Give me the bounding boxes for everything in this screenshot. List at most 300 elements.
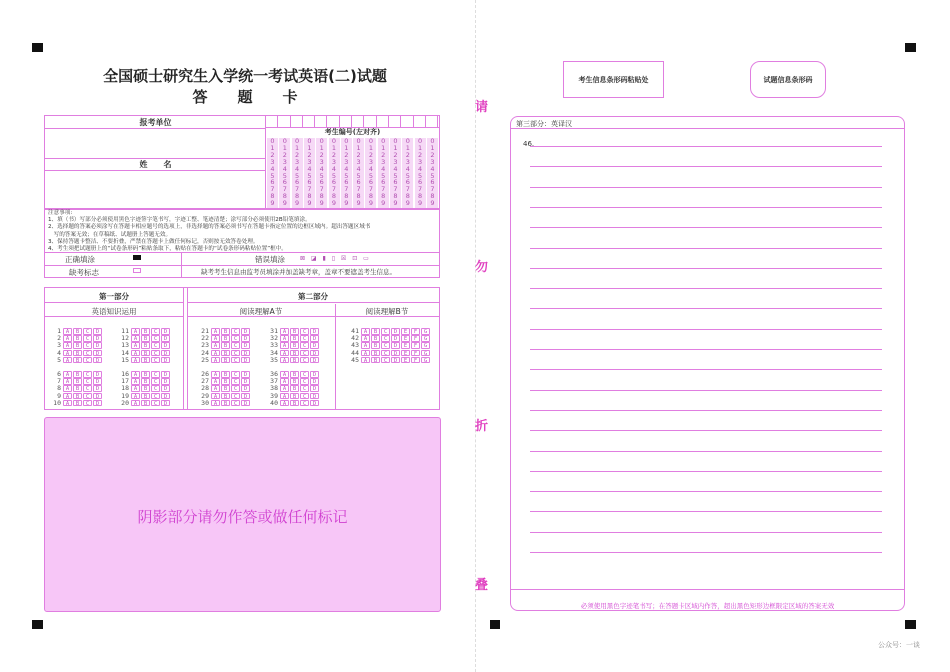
answer-bubble[interactable]: C: [83, 400, 92, 407]
answer-bubble[interactable]: C: [231, 357, 240, 364]
answer-bubble[interactable]: D: [93, 371, 102, 378]
digit-bubble[interactable]: 7: [405, 185, 410, 194]
answer-bubble[interactable]: A: [211, 385, 220, 392]
answer-bubble[interactable]: B: [141, 393, 150, 400]
digit-bubble[interactable]: 0: [282, 137, 287, 145]
digit-bubble[interactable]: 4: [356, 164, 361, 173]
answer-bubble[interactable]: C: [151, 328, 160, 335]
answer-bubble[interactable]: A: [131, 371, 140, 378]
digit-bubble[interactable]: 2: [319, 150, 324, 159]
exam-number-write-cell[interactable]: [266, 116, 278, 128]
answer-bubble[interactable]: B: [141, 385, 150, 392]
answer-bubble[interactable]: D: [391, 328, 400, 335]
digit-bubble[interactable]: 4: [282, 164, 287, 173]
digit-bubble[interactable]: 6: [331, 178, 337, 187]
digit-bubble[interactable]: 4: [344, 164, 349, 173]
exam-number-digit-column[interactable]: [292, 138, 304, 208]
digit-bubble[interactable]: 5: [405, 171, 410, 180]
exam-number-write-cell[interactable]: [291, 116, 303, 128]
digit-bubble[interactable]: 2: [344, 150, 349, 159]
exam-number-digit-column[interactable]: [365, 138, 377, 208]
digit-bubble[interactable]: 2: [393, 150, 398, 159]
exam-number-write-cell[interactable]: [364, 116, 376, 128]
digit-bubble[interactable]: 3: [282, 157, 287, 166]
answer-bubble[interactable]: B: [290, 342, 299, 349]
exam-number-write-cell[interactable]: [352, 116, 364, 128]
digit-bubble[interactable]: 8: [381, 192, 386, 201]
digit-bubble[interactable]: 3: [381, 157, 386, 166]
answer-bubble[interactable]: A: [211, 357, 220, 364]
answer-bubble[interactable]: A: [131, 350, 140, 357]
digit-bubble[interactable]: 5: [282, 171, 287, 180]
digit-bubble[interactable]: 6: [368, 178, 373, 187]
answer-bubble[interactable]: C: [300, 371, 309, 378]
answer-bubble[interactable]: D: [310, 350, 319, 357]
digit-bubble[interactable]: 0: [405, 137, 410, 145]
answer-bubble[interactable]: A: [131, 335, 140, 342]
answer-bubble[interactable]: C: [83, 371, 92, 378]
answer-bubble[interactable]: B: [221, 385, 230, 392]
exam-number-digit-column[interactable]: [353, 138, 365, 208]
digit-bubble[interactable]: 8: [393, 192, 398, 201]
digit-bubble[interactable]: 5: [356, 171, 361, 180]
exam-number-write-cell[interactable]: [278, 116, 290, 128]
answer-bubble[interactable]: F: [411, 342, 420, 349]
digit-bubble[interactable]: 0: [331, 137, 337, 145]
answer-bubble[interactable]: D: [161, 378, 170, 385]
answer-bubble[interactable]: C: [231, 400, 240, 407]
answer-bubble[interactable]: D: [241, 400, 250, 407]
answer-bubble[interactable]: C: [151, 335, 160, 342]
digit-bubble[interactable]: 5: [418, 171, 423, 180]
answer-bubble[interactable]: C: [231, 393, 240, 400]
digit-bubble[interactable]: 3: [295, 157, 300, 166]
answer-bubble[interactable]: G: [421, 342, 430, 349]
answer-bubble[interactable]: D: [241, 378, 250, 385]
answer-bubble[interactable]: A: [131, 378, 140, 385]
answer-bubble[interactable]: B: [290, 350, 299, 357]
digit-bubble[interactable]: 7: [356, 185, 361, 194]
answer-bubble[interactable]: D: [391, 335, 400, 342]
answer-bubble[interactable]: D: [161, 342, 170, 349]
answer-bubble[interactable]: B: [73, 393, 82, 400]
digit-bubble[interactable]: 3: [344, 157, 349, 166]
answer-bubble[interactable]: B: [221, 342, 230, 349]
answer-bubble[interactable]: G: [421, 328, 430, 335]
digit-bubble[interactable]: 9: [295, 199, 300, 208]
answer-bubble[interactable]: A: [361, 350, 370, 357]
answer-bubble[interactable]: D: [241, 335, 250, 342]
digit-bubble[interactable]: 1: [430, 143, 435, 152]
answer-bubble[interactable]: D: [93, 342, 102, 349]
exam-number-digit-column[interactable]: [341, 138, 353, 208]
digit-bubble[interactable]: 5: [295, 171, 300, 180]
answer-bubble[interactable]: D: [161, 350, 170, 357]
answer-bubble[interactable]: A: [131, 393, 140, 400]
digit-bubble[interactable]: 6: [282, 178, 287, 187]
digit-bubble[interactable]: 1: [344, 143, 349, 152]
digit-bubble[interactable]: 7: [368, 185, 373, 194]
answer-bubble[interactable]: F: [411, 350, 420, 357]
answer-bubble[interactable]: C: [231, 342, 240, 349]
digit-bubble[interactable]: 6: [270, 178, 275, 187]
exam-number-digit-column[interactable]: [316, 138, 328, 208]
absent-checkbox[interactable]: [133, 268, 141, 273]
exam-number-write-cell[interactable]: [340, 116, 352, 128]
digit-bubble[interactable]: 8: [368, 192, 373, 201]
digit-bubble[interactable]: 2: [405, 150, 410, 159]
exam-number-write-cell[interactable]: [401, 116, 413, 128]
answer-bubble[interactable]: B: [290, 328, 299, 335]
answer-bubble[interactable]: D: [93, 378, 102, 385]
answer-bubble[interactable]: A: [211, 393, 220, 400]
name-field[interactable]: [45, 171, 266, 209]
answer-bubble[interactable]: A: [280, 400, 289, 407]
answer-bubble[interactable]: D: [161, 393, 170, 400]
exam-number-write-cell[interactable]: [315, 116, 327, 128]
digit-bubble[interactable]: 3: [430, 157, 435, 166]
answer-bubble[interactable]: D: [310, 385, 319, 392]
answer-bubble[interactable]: G: [421, 335, 430, 342]
answer-bubble[interactable]: A: [63, 342, 72, 349]
digit-bubble[interactable]: 5: [331, 171, 337, 180]
answer-bubble[interactable]: B: [290, 335, 299, 342]
digit-bubble[interactable]: 1: [393, 143, 398, 152]
registration-unit-field[interactable]: [45, 129, 266, 159]
digit-bubble[interactable]: 3: [405, 157, 410, 166]
digit-bubble[interactable]: 4: [393, 164, 398, 173]
exam-number-digit-column[interactable]: [427, 138, 439, 208]
answer-bubble[interactable]: B: [141, 400, 150, 407]
answer-bubble[interactable]: A: [211, 335, 220, 342]
answer-bubble[interactable]: C: [83, 385, 92, 392]
answer-bubble[interactable]: B: [290, 385, 299, 392]
answer-bubble[interactable]: B: [221, 335, 230, 342]
answer-bubble[interactable]: D: [93, 357, 102, 364]
answer-bubble[interactable]: D: [241, 371, 250, 378]
digit-bubble[interactable]: 4: [295, 164, 300, 173]
answer-bubble[interactable]: D: [391, 350, 400, 357]
exam-number-digit-column[interactable]: [304, 138, 316, 208]
digit-bubble[interactable]: 8: [295, 192, 300, 201]
digit-bubble[interactable]: 8: [356, 192, 361, 201]
digit-bubble[interactable]: 3: [319, 157, 324, 166]
digit-bubble[interactable]: 9: [282, 199, 287, 208]
answer-bubble[interactable]: C: [151, 371, 160, 378]
digit-bubble[interactable]: 1: [368, 143, 373, 152]
digit-bubble[interactable]: 6: [344, 178, 349, 187]
answer-bubble[interactable]: D: [310, 393, 319, 400]
digit-bubble[interactable]: 4: [418, 164, 423, 173]
answer-bubble[interactable]: C: [381, 335, 390, 342]
answer-bubble[interactable]: C: [300, 393, 309, 400]
digit-bubble[interactable]: 1: [307, 143, 312, 152]
answer-bubble[interactable]: F: [411, 328, 420, 335]
exam-number-write-cell[interactable]: [389, 116, 401, 128]
digit-bubble[interactable]: 0: [381, 137, 386, 145]
answer-bubble[interactable]: C: [151, 342, 160, 349]
answer-bubble[interactable]: A: [280, 371, 289, 378]
digit-bubble[interactable]: 5: [319, 171, 324, 180]
digit-bubble[interactable]: 8: [418, 192, 423, 201]
digit-bubble[interactable]: 6: [356, 178, 361, 187]
answer-bubble[interactable]: D: [310, 371, 319, 378]
exam-number-digit-column[interactable]: [329, 138, 341, 208]
answer-bubble[interactable]: D: [161, 357, 170, 364]
digit-bubble[interactable]: 1: [331, 143, 337, 152]
answer-bubble[interactable]: A: [63, 400, 72, 407]
answer-bubble[interactable]: C: [83, 393, 92, 400]
digit-bubble[interactable]: 1: [356, 143, 361, 152]
digit-bubble[interactable]: 1: [282, 143, 287, 152]
answer-bubble[interactable]: A: [63, 393, 72, 400]
answer-bubble[interactable]: C: [83, 378, 92, 385]
answer-bubble[interactable]: D: [161, 371, 170, 378]
answer-bubble[interactable]: C: [151, 357, 160, 364]
answer-bubble[interactable]: D: [310, 378, 319, 385]
answer-bubble[interactable]: A: [280, 385, 289, 392]
digit-bubble[interactable]: 3: [356, 157, 361, 166]
answer-bubble[interactable]: A: [131, 385, 140, 392]
answer-bubble[interactable]: C: [231, 328, 240, 335]
digit-bubble[interactable]: 1: [270, 143, 275, 152]
answer-bubble[interactable]: A: [63, 328, 72, 335]
digit-bubble[interactable]: 9: [319, 199, 324, 208]
digit-bubble[interactable]: 2: [295, 150, 300, 159]
exam-number-write-cell[interactable]: [328, 116, 340, 128]
answer-bubble[interactable]: C: [231, 378, 240, 385]
exam-number-digit-column[interactable]: [390, 138, 402, 208]
digit-bubble[interactable]: 7: [393, 185, 398, 194]
exam-number-write-cell[interactable]: [414, 116, 426, 128]
digit-bubble[interactable]: 9: [270, 199, 275, 208]
answer-bubble[interactable]: E: [401, 342, 410, 349]
answer-bubble[interactable]: E: [401, 328, 410, 335]
digit-bubble[interactable]: 0: [368, 137, 373, 145]
answer-bubble[interactable]: A: [280, 378, 289, 385]
answer-bubble[interactable]: D: [161, 400, 170, 407]
digit-bubble[interactable]: 6: [295, 178, 300, 187]
answer-bubble[interactable]: C: [231, 371, 240, 378]
answer-bubble[interactable]: B: [141, 371, 150, 378]
digit-bubble[interactable]: 7: [282, 185, 287, 194]
answer-bubble[interactable]: D: [391, 342, 400, 349]
answer-bubble[interactable]: C: [300, 385, 309, 392]
digit-bubble[interactable]: 2: [356, 150, 361, 159]
answer-bubble[interactable]: B: [221, 400, 230, 407]
answer-bubble[interactable]: B: [290, 371, 299, 378]
digit-bubble[interactable]: 3: [307, 157, 312, 166]
digit-bubble[interactable]: 7: [270, 185, 275, 194]
answer-bubble[interactable]: B: [221, 357, 230, 364]
digit-bubble[interactable]: 8: [282, 192, 287, 201]
exam-number-write-cell[interactable]: [377, 116, 389, 128]
answer-bubble[interactable]: C: [300, 357, 309, 364]
answer-bubble[interactable]: B: [73, 335, 82, 342]
answer-bubble[interactable]: G: [421, 350, 430, 357]
digit-bubble[interactable]: 7: [418, 185, 423, 194]
answer-bubble[interactable]: A: [280, 335, 289, 342]
digit-bubble[interactable]: 6: [405, 178, 410, 187]
digit-bubble[interactable]: 4: [307, 164, 312, 173]
answer-bubble[interactable]: A: [211, 342, 220, 349]
answer-bubble[interactable]: B: [141, 342, 150, 349]
digit-bubble[interactable]: 8: [307, 192, 312, 201]
answer-bubble[interactable]: D: [161, 335, 170, 342]
digit-bubble[interactable]: 0: [270, 137, 275, 145]
digit-bubble[interactable]: 4: [331, 164, 337, 173]
answer-bubble[interactable]: B: [371, 342, 380, 349]
digit-bubble[interactable]: 8: [270, 192, 275, 201]
exam-number-digit-column[interactable]: [267, 138, 279, 208]
digit-bubble[interactable]: 1: [381, 143, 386, 152]
answer-bubble[interactable]: D: [310, 335, 319, 342]
answer-bubble[interactable]: B: [141, 350, 150, 357]
digit-bubble[interactable]: 4: [319, 164, 324, 173]
answer-bubble[interactable]: A: [63, 378, 72, 385]
translation-answer-area[interactable]: [510, 116, 905, 611]
digit-bubble[interactable]: 5: [381, 171, 386, 180]
exam-number-write-cell[interactable]: [303, 116, 315, 128]
answer-bubble[interactable]: B: [73, 371, 82, 378]
answer-bubble[interactable]: B: [221, 393, 230, 400]
answer-bubble[interactable]: C: [300, 400, 309, 407]
digit-bubble[interactable]: 3: [418, 157, 423, 166]
answer-bubble[interactable]: C: [83, 342, 92, 349]
answer-bubble[interactable]: A: [361, 342, 370, 349]
digit-bubble[interactable]: 7: [295, 185, 300, 194]
answer-bubble[interactable]: A: [361, 335, 370, 342]
answer-bubble[interactable]: A: [211, 350, 220, 357]
digit-bubble[interactable]: 9: [381, 199, 386, 208]
answer-bubble[interactable]: B: [141, 378, 150, 385]
answer-bubble[interactable]: B: [73, 378, 82, 385]
answer-bubble[interactable]: D: [93, 335, 102, 342]
answer-bubble[interactable]: A: [63, 350, 72, 357]
answer-bubble[interactable]: D: [241, 350, 250, 357]
answer-bubble[interactable]: B: [221, 371, 230, 378]
digit-bubble[interactable]: 2: [331, 150, 337, 159]
digit-bubble[interactable]: 8: [405, 192, 410, 201]
answer-bubble[interactable]: B: [371, 335, 380, 342]
answer-bubble[interactable]: C: [300, 378, 309, 385]
answer-bubble[interactable]: B: [290, 400, 299, 407]
digit-bubble[interactable]: 1: [319, 143, 324, 152]
answer-bubble[interactable]: C: [151, 378, 160, 385]
answer-bubble[interactable]: A: [131, 400, 140, 407]
answer-bubble[interactable]: B: [221, 328, 230, 335]
answer-bubble[interactable]: D: [241, 342, 250, 349]
answer-bubble[interactable]: D: [93, 328, 102, 335]
digit-bubble[interactable]: 4: [270, 164, 275, 173]
digit-bubble[interactable]: 5: [430, 171, 435, 180]
answer-bubble[interactable]: C: [151, 400, 160, 407]
answer-bubble[interactable]: A: [63, 385, 72, 392]
answer-bubble[interactable]: E: [401, 335, 410, 342]
digit-bubble[interactable]: 9: [405, 199, 410, 208]
digit-bubble[interactable]: 1: [418, 143, 423, 152]
digit-bubble[interactable]: 0: [430, 137, 435, 145]
digit-bubble[interactable]: 9: [307, 199, 312, 208]
answer-bubble[interactable]: B: [290, 357, 299, 364]
digit-bubble[interactable]: 5: [270, 171, 275, 180]
digit-bubble[interactable]: 3: [393, 157, 398, 166]
digit-bubble[interactable]: 2: [418, 150, 423, 159]
answer-bubble[interactable]: D: [93, 400, 102, 407]
answer-bubble[interactable]: A: [211, 328, 220, 335]
answer-bubble[interactable]: A: [280, 357, 289, 364]
answer-bubble[interactable]: D: [391, 357, 400, 364]
answer-bubble[interactable]: A: [211, 378, 220, 385]
digit-bubble[interactable]: 3: [331, 157, 337, 166]
answer-bubble[interactable]: A: [280, 350, 289, 357]
answer-bubble[interactable]: B: [371, 357, 380, 364]
digit-bubble[interactable]: 9: [368, 199, 373, 208]
digit-bubble[interactable]: 8: [344, 192, 349, 201]
digit-bubble[interactable]: 0: [319, 137, 324, 145]
digit-bubble[interactable]: 0: [307, 137, 312, 145]
digit-bubble[interactable]: 0: [393, 137, 398, 145]
digit-bubble[interactable]: 0: [295, 137, 300, 145]
digit-bubble[interactable]: 2: [270, 150, 275, 159]
answer-bubble[interactable]: D: [241, 357, 250, 364]
answer-bubble[interactable]: B: [73, 357, 82, 364]
answer-bubble[interactable]: B: [73, 385, 82, 392]
answer-bubble[interactable]: C: [151, 393, 160, 400]
answer-bubble[interactable]: C: [300, 342, 309, 349]
answer-bubble[interactable]: D: [93, 385, 102, 392]
digit-bubble[interactable]: 2: [307, 150, 312, 159]
digit-bubble[interactable]: 4: [405, 164, 410, 173]
digit-bubble[interactable]: 6: [381, 178, 386, 187]
answer-bubble[interactable]: G: [421, 357, 430, 364]
digit-bubble[interactable]: 6: [307, 178, 312, 187]
digit-bubble[interactable]: 6: [393, 178, 398, 187]
answer-bubble[interactable]: B: [371, 328, 380, 335]
digit-bubble[interactable]: 4: [368, 164, 373, 173]
answer-bubble[interactable]: C: [83, 335, 92, 342]
answer-bubble[interactable]: C: [83, 350, 92, 357]
digit-bubble[interactable]: 5: [393, 171, 398, 180]
answer-bubble[interactable]: F: [411, 357, 420, 364]
digit-bubble[interactable]: 5: [344, 171, 349, 180]
answer-bubble[interactable]: D: [241, 385, 250, 392]
digit-bubble[interactable]: 6: [430, 178, 435, 187]
answer-bubble[interactable]: A: [280, 328, 289, 335]
answer-bubble[interactable]: A: [280, 342, 289, 349]
answer-bubble[interactable]: B: [73, 342, 82, 349]
answer-bubble[interactable]: B: [73, 328, 82, 335]
digit-bubble[interactable]: 4: [430, 164, 435, 173]
digit-bubble[interactable]: 7: [331, 185, 337, 194]
answer-bubble[interactable]: C: [300, 328, 309, 335]
answer-bubble[interactable]: C: [300, 335, 309, 342]
digit-bubble[interactable]: 6: [319, 178, 324, 187]
answer-bubble[interactable]: A: [63, 357, 72, 364]
digit-bubble[interactable]: 3: [368, 157, 373, 166]
answer-bubble[interactable]: D: [161, 328, 170, 335]
digit-bubble[interactable]: 0: [418, 137, 423, 145]
digit-bubble[interactable]: 7: [381, 185, 386, 194]
answer-bubble[interactable]: A: [361, 328, 370, 335]
answer-bubble[interactable]: D: [93, 393, 102, 400]
answer-bubble[interactable]: C: [231, 385, 240, 392]
answer-bubble[interactable]: F: [411, 335, 420, 342]
digit-bubble[interactable]: 7: [430, 185, 435, 194]
digit-bubble[interactable]: 2: [368, 150, 373, 159]
exam-number-digit-column[interactable]: [415, 138, 427, 208]
answer-bubble[interactable]: C: [151, 385, 160, 392]
